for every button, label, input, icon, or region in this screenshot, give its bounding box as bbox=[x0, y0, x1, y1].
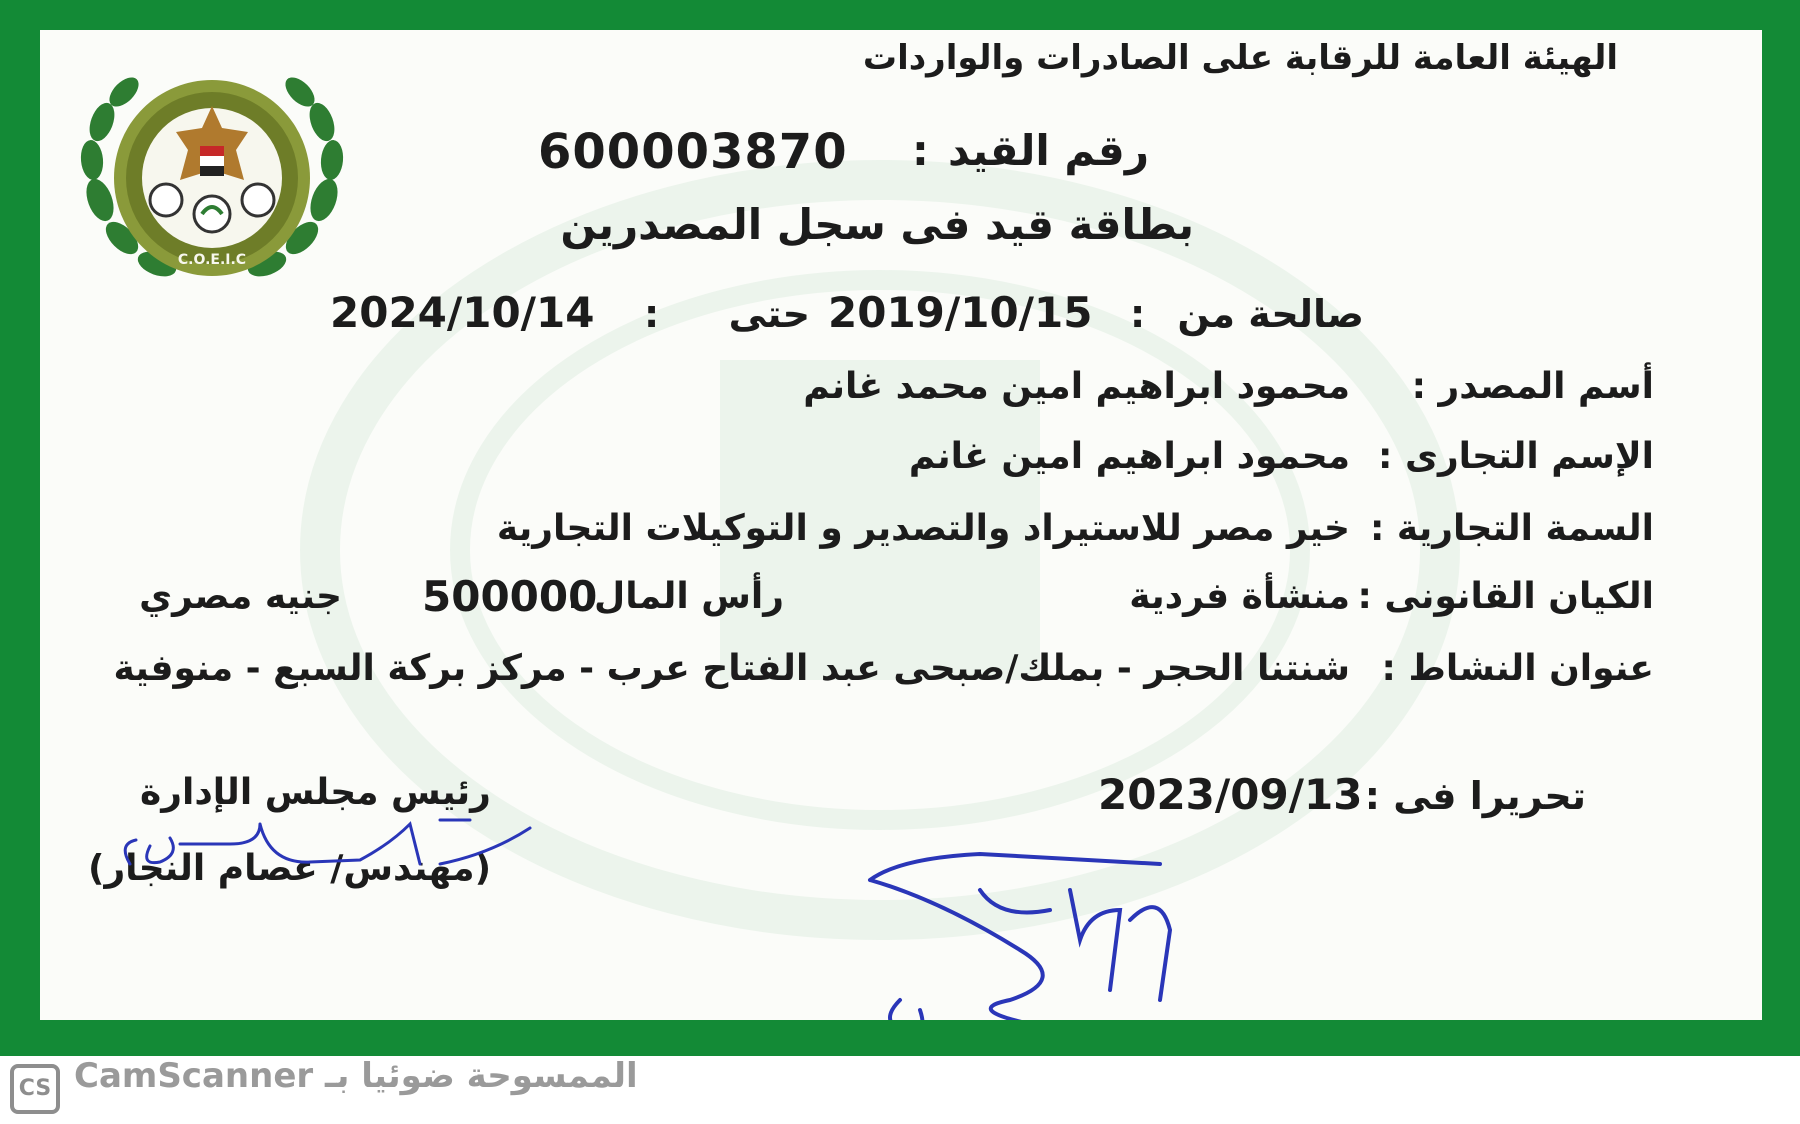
authority-logo-icon bbox=[62, 50, 362, 310]
chairman-title: رئيس مجلس الإدارة bbox=[140, 772, 491, 813]
valid-from-date: 2019/10/15 bbox=[828, 288, 1093, 337]
exporter-name-value: محمود ابراهيم امين محمد غانم bbox=[803, 366, 1350, 407]
capital-currency: جنيه مصري bbox=[139, 576, 342, 617]
capital-value: 500000 bbox=[422, 572, 598, 621]
camscanner-logo-icon: CS bbox=[10, 1064, 60, 1114]
authority-name: الهيئة العامة للرقابة على الصادرات والواردات bbox=[862, 38, 1618, 78]
trademark-value: خير مصر للاستيراد والتصدير و التوكيلات التجارية bbox=[496, 508, 1350, 549]
valid-from-colon: : bbox=[1130, 292, 1146, 336]
registration-label: رقم القيد bbox=[947, 126, 1149, 175]
watermark-emblem-icon bbox=[300, 160, 1460, 940]
issuer-signature-icon bbox=[860, 850, 1300, 1020]
valid-from-label: صالحة من bbox=[1177, 292, 1364, 336]
card-title: بطاقة قيد فى سجل المصدرين bbox=[560, 200, 1194, 249]
valid-to-date: 2024/10/14 bbox=[330, 288, 595, 337]
legal-entity-value: منشأة فردية bbox=[1129, 576, 1350, 617]
scanned-by-text: الممسوحة ضوئيا بـ CamScanner bbox=[74, 1056, 638, 1096]
registration-number: 600003870 bbox=[538, 124, 848, 180]
trade-name-value: محمود ابراهيم امين غانم bbox=[908, 436, 1350, 477]
capital-label: رأس المال : bbox=[567, 576, 784, 617]
exporter-name-label: أسم المصدر : bbox=[1411, 366, 1654, 407]
valid-to-label: حتى bbox=[728, 292, 810, 336]
trade-name-label: الإسم التجارى : bbox=[1378, 436, 1654, 477]
scanner-footer bbox=[0, 1056, 1800, 1124]
logo-caption: C.O.E.I.C bbox=[177, 252, 247, 268]
activity-address-label: عنوان النشاط : bbox=[1381, 648, 1654, 689]
issued-label: تحريرا فى : bbox=[1364, 774, 1586, 818]
issued-date: 2023/09/13 bbox=[1098, 770, 1363, 819]
trademark-label: السمة التجارية : bbox=[1369, 508, 1654, 549]
registration-colon: : bbox=[912, 126, 929, 175]
valid-to-colon: : bbox=[644, 292, 660, 336]
legal-entity-label: الكيان القانونى : bbox=[1357, 576, 1654, 617]
chairman-name: (مهندس/ عصام النجار) bbox=[88, 848, 492, 889]
activity-address-value: شنتنا الحجر - بملك/صبحى عبد الفتاح عرب - مركز بركة السبع - منوفية bbox=[113, 648, 1350, 689]
card-body bbox=[40, 30, 1762, 1020]
